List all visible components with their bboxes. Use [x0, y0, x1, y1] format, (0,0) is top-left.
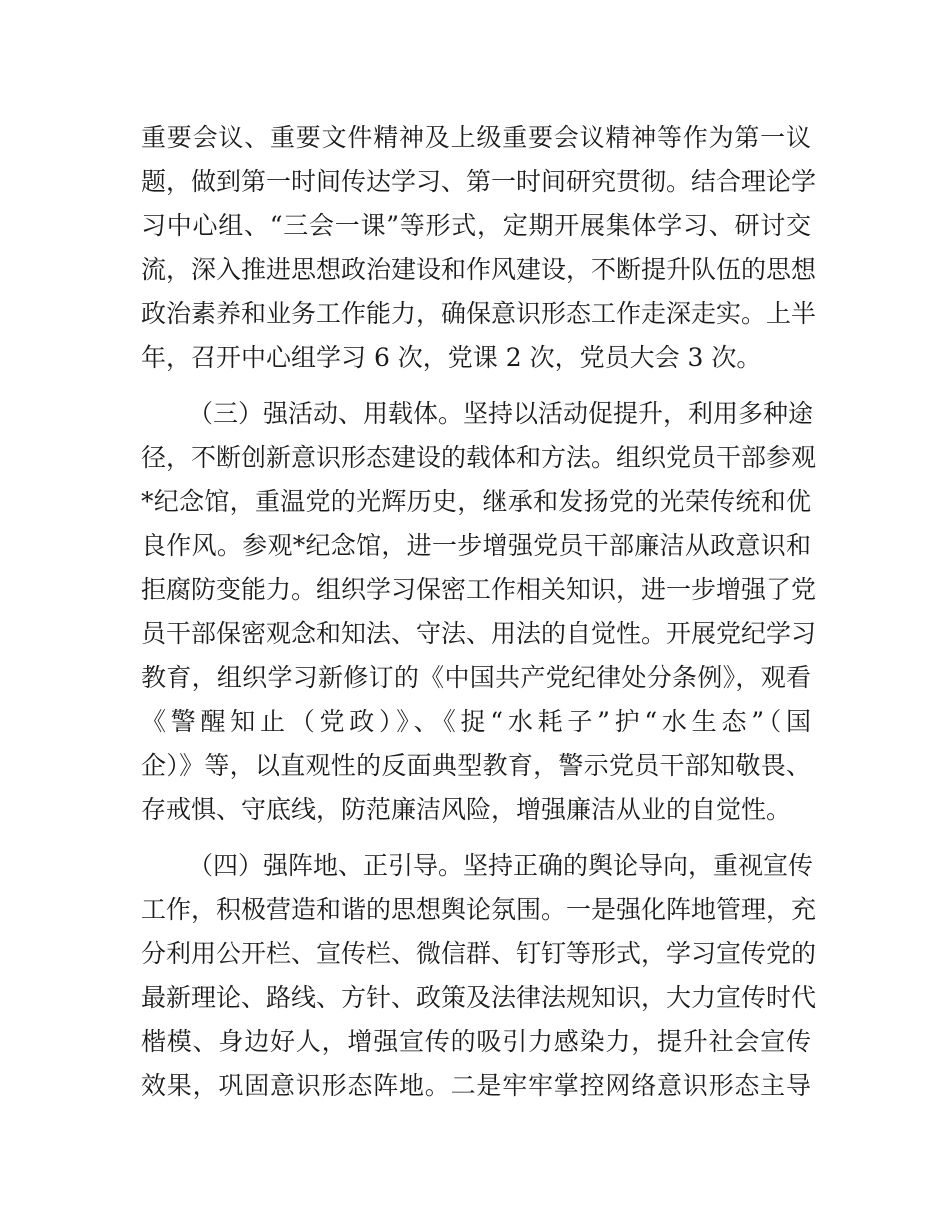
paragraph-3-line-6: 效果，巩固意识形态阵地。二是牢牢掌控网络意识形态主导	[141, 1071, 811, 1100]
paragraph-2-line-7: 教育，组织学习新修订的《中国共产党纪律处分条例》，观看	[141, 663, 811, 692]
paragraph-2-line-4: 良作风。参观*纪念馆，进一步增强党员干部廉洁从政意识和	[141, 531, 811, 560]
paragraph-2-line-8: 《警醒知止（党政）》、《捉“水耗子”护“水生态”（国	[141, 707, 811, 736]
paragraph-1-line-4: 流，深入推进思想政治建设和作风建设，不断提升队伍的思想	[141, 255, 817, 284]
paragraph-1-line-1: 重要会议、重要文件精神及上级重要会议精神等作为第一议	[141, 123, 811, 152]
paragraph-1-line-5: 政治素养和业务工作能力，确保意识形态工作走深走实。上半	[141, 299, 817, 328]
paragraph-1-line-6: 年，召开中心组学习 6 次，党课 2 次，党员大会 3 次。	[141, 343, 762, 372]
paragraph-3-line-4: 最新理论、路线、方针、政策及法律法规知识，大力宣传时代	[141, 983, 817, 1012]
paragraph-2-line-2: 径，不断创新意识形态建设的载体和方法。组织党员干部参观	[141, 443, 817, 472]
paragraph-3-line-5: 楷模、身边好人，增强宣传的吸引力感染力，提升社会宣传	[141, 1027, 811, 1056]
paragraph-2-line-1: （三）强活动、用载体。坚持以活动促提升，利用多种途	[188, 399, 814, 428]
paragraph-2-line-5: 拒腐防变能力。组织学习保密工作相关知识，进一步增强了党	[141, 575, 817, 604]
paragraph-2-line-9: 企）》等，以直观性的反面典型教育，警示党员干部知敬畏、	[141, 751, 811, 780]
paragraph-2-line-3: *纪念馆，重温党的光辉历史，继承和发扬党的光荣传统和优	[141, 487, 811, 516]
paragraph-3-line-3: 分利用公开栏、宣传栏、微信群、钉钉等形式，学习宣传党的	[141, 939, 817, 968]
paragraph-3-line-2: 工作，积极营造和谐的思想舆论氛围。一是强化阵地管理，充	[141, 895, 817, 924]
paragraph-1-line-3: 习中心组、“三会一课”等形式，定期开展集体学习、研讨交	[141, 211, 811, 240]
paragraph-2-line-10: 存戒惧、守底线，防范廉洁风险，增强廉洁从业的自觉性。	[141, 795, 792, 824]
paragraph-3-line-1: （四）强阵地、正引导。坚持正确的舆论导向，重视宣传	[188, 851, 814, 880]
paragraph-2-line-6: 员干部保密观念和知法、守法、用法的自觉性。开展党纪学习	[141, 619, 817, 648]
paragraph-1-line-2: 题，做到第一时间传达学习、第一时间研究贯彻。结合理论学	[141, 167, 817, 196]
